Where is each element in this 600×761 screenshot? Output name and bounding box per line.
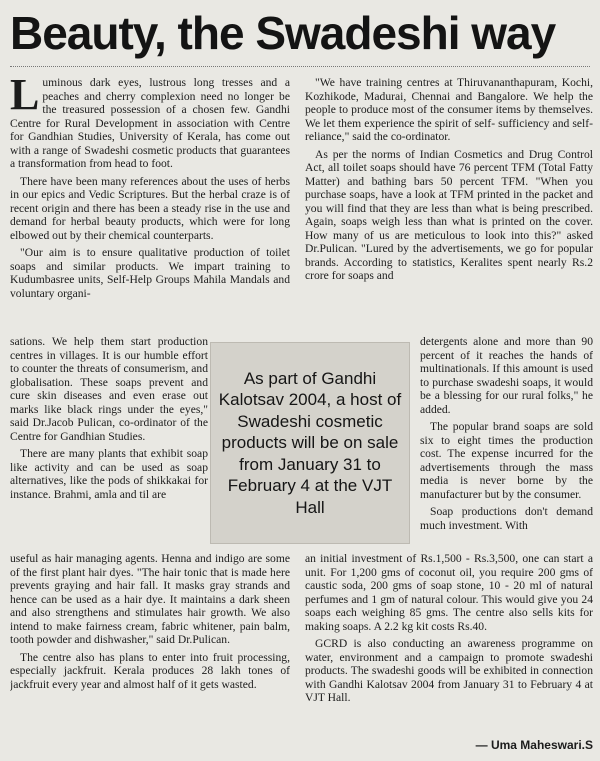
- column-left-top: [10, 76, 290, 334]
- column-right-bottom: [305, 552, 593, 727]
- pull-quote-box: [210, 342, 410, 544]
- paragraph: detergents alone and more than 90 percent of it reaches the hands of multinationals. If this amount is used to purchase swadeshi soaps, it would be a blessing for our rural folks," he added.: [420, 335, 593, 416]
- paragraph: an initial investment of Rs.1,500 - Rs.3,500, one can start a unit. For 1,200 gms of coconut oil, you require 200 gms of caustic soda, 200 gms of soap stone, 10 - 20 ml of natural perfumes and 1 gm of natural colour. This would give you 24 soaps each weighing 85 gms. The centre also sells kits for making soaps. A 2.2 kg kit costs Rs.40.: [305, 552, 593, 633]
- column-right-middle: [420, 335, 593, 552]
- paragraph: Soap productions don't demand much investment. With: [420, 505, 593, 532]
- paragraph: sations. We help them start production centres in villages. It is our humble effort to counter the threats of consumerism, and globalisation. These soaps prevent and cure skin diseases and even erase out marks like black rings under the eyes," said Dr.Jacob Pulican, co-ordinator of the Centre for Gandhian Studies.: [10, 335, 208, 443]
- paragraph: There have been many references about the uses of herbs in our epics and Vedic Scriptures. But the herbal craze is of recent origin and there has been a steady rise in the use and demand for herbal beauty products, which were for long elbowed out by their chemical counterparts.: [10, 174, 290, 242]
- paragraph: [10, 76, 290, 171]
- paragraph: There are many plants that exhibit soap like activity and can be used as soap alternatives, like the pods of shikkakai for instance. Brahmi, amla and til are: [10, 447, 208, 501]
- paragraph: "Our aim is to ensure qualitative production of toilet soaps and similar products. We impart training to Kudumbasree units, Self-Help Groups Mahila Mandals and voluntary organi-: [10, 246, 290, 300]
- paragraph: As per the norms of Indian Cosmetics and Drug Control Act, all toilet soaps should have 76 percent TFM (Total Fatty Matter) and bathing bars 50 percent TFM. "When you purchase soaps, have a look at TFM printed in the packet and you will find that they are less than what is being prescribed. Again, soaps weigh less than what is printed on the cover. How many of us are meticulous to look into this?" asked Dr.Pulican. "Lured by the advertisements, we go for popular brands. According to statistics, Keralites spent nearly Rs.2 crore for soaps and: [305, 147, 593, 282]
- paragraph: The centre also has plans to enter into fruit processing, especially jackfruit. Kerala produces 28 lakh tones of jackfruit every year and almost half of it gets wasted.: [10, 650, 290, 691]
- byline: — Uma Maheswari.S: [475, 738, 593, 752]
- drop-cap: L: [10, 76, 40, 119]
- headline-divider: [10, 66, 590, 67]
- pull-quote-text: As part of Gandhi Kalotsav 2004, a host of Swadeshi cosmetic products will be on sale from January 31 to February 4 at the VJT Hall: [218, 368, 402, 517]
- paragraph: useful as hair managing agents. Henna and indigo are some of the first plant hair dyes. "The hair tonic that is made here prevents graying and hair fall. It masks gray strands and hence can be used as a hair dye. It maintains a dark sheen and also strengthens and stimulates hair growth. We also intend to make fairness cream, fabric whitener, pain balm, tooth powder and dishwasher," said Dr.Pulican.: [10, 552, 290, 646]
- column-left-bottom: [10, 552, 290, 750]
- paragraph: The popular brand soaps are sold six to eight times the production cost. The expense incurred for the advertisements through the mass media is never borne by the manufacturer but by the consumer.: [420, 420, 593, 501]
- paragraph: GCRD is also conducting an awareness programme on water, environment and a campaign to promote swadeshi products. The swadeshi goods will be exhibited in connection with Gandhi Kalotsav 2004 from January 31 to February 4 at VJT Hall.: [305, 637, 593, 704]
- column-right-top: [305, 76, 593, 331]
- column-left-middle: [10, 335, 208, 552]
- paragraph: "We have training centres at Thiruvananthapuram, Kochi, Kozhikode, Madurai, Chennai and Bangalore. We help the people to produce most of the consumer items by themselves. We let them experience the spirit of self- sufficiency and self-reliance," said the co-ordinator.: [305, 76, 593, 143]
- paragraph-text: uminous dark eyes, lustrous long tresses and a peaches and cherry complexion need no longer be the treasured possession of a chosen few. Gandhi Centre for Rural Development in association with Centre for Gandhian Studies, University of Kerala, has come out with a range of Swadeshi cosmetic products that guarantees a transformation from head to foot.: [10, 76, 290, 170]
- headline: Beauty, the Swadeshi way: [10, 7, 556, 59]
